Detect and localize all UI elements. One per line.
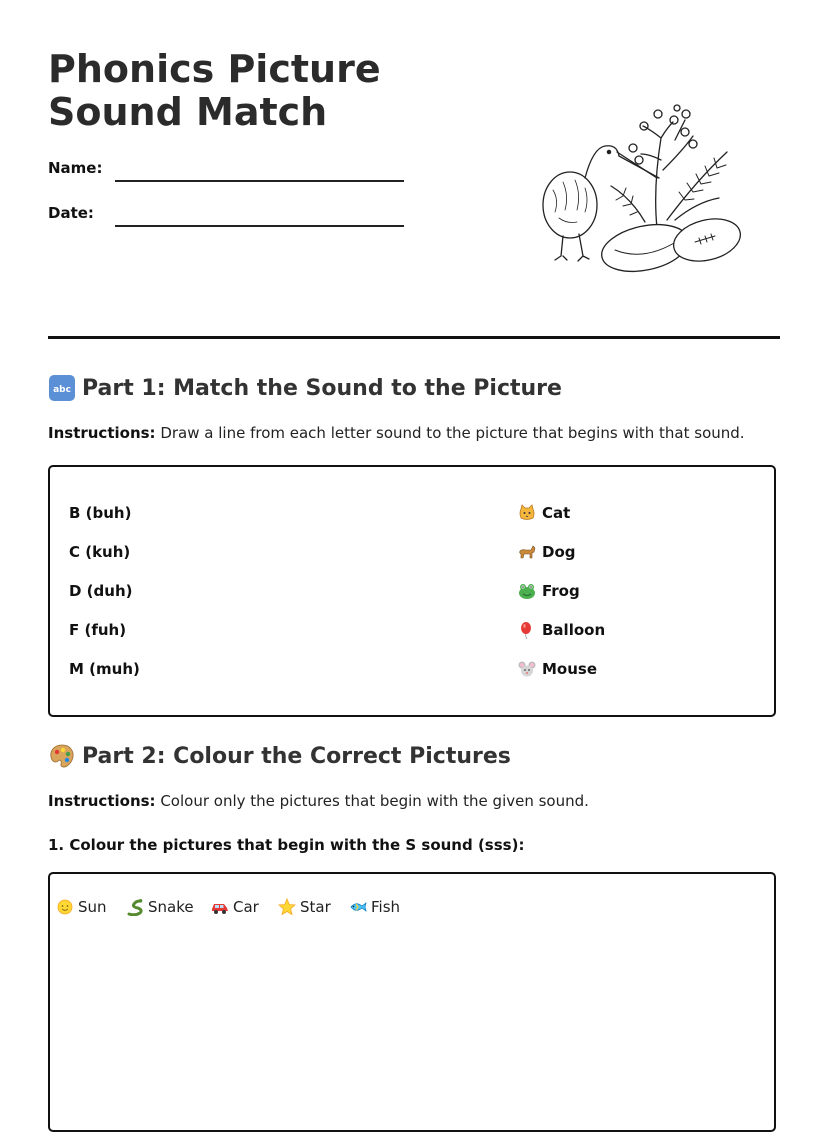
picture-label: Frog bbox=[542, 582, 580, 600]
picture-item-balloon[interactable] bbox=[518, 621, 605, 639]
picture-item-cat[interactable] bbox=[518, 504, 570, 522]
frog-icon bbox=[518, 582, 536, 600]
name-field[interactable] bbox=[115, 180, 404, 182]
fish-icon bbox=[349, 898, 367, 916]
colour-item-label: Snake bbox=[148, 898, 194, 916]
part2-instructions bbox=[48, 792, 589, 810]
part2-heading bbox=[48, 742, 511, 770]
sound-item[interactable]: B (buh) bbox=[69, 504, 132, 522]
picture-label: Dog bbox=[542, 543, 576, 561]
picture-item-mouse[interactable] bbox=[518, 660, 597, 678]
balloon-icon bbox=[518, 621, 536, 639]
matching-box bbox=[48, 465, 776, 717]
picture-label: Mouse bbox=[542, 660, 598, 678]
colour-item-label: Fish bbox=[371, 898, 401, 916]
kiwi-bird-plants-rugby-balls-clipart bbox=[535, 100, 750, 280]
cat-icon bbox=[518, 504, 536, 522]
mouse-icon bbox=[518, 660, 536, 678]
picture-label: Balloon bbox=[542, 621, 606, 639]
abc-icon bbox=[48, 374, 76, 402]
instructions-text: Draw a line from each letter sound to the picture that begins with that sound. bbox=[155, 424, 745, 442]
instructions-text: Colour only the pictures that begin with the given sound. bbox=[155, 792, 589, 810]
sound-item[interactable]: M (muh) bbox=[69, 660, 140, 678]
part2-heading-text: Part 2: Colour the Correct Pictures bbox=[82, 743, 511, 769]
question-1: 1. Colour the pictures that begin with the S sound (sss): bbox=[48, 836, 525, 854]
picture-item-dog[interactable] bbox=[518, 543, 576, 561]
colour-item-car[interactable] bbox=[211, 898, 259, 916]
part1-heading bbox=[48, 374, 562, 402]
sound-item[interactable]: D (duh) bbox=[69, 582, 133, 600]
colour-item-label: Car bbox=[233, 898, 259, 916]
date-label: Date: bbox=[48, 204, 94, 222]
palette-icon bbox=[48, 742, 76, 770]
instructions-label: Instructions: bbox=[48, 792, 156, 810]
colour-item-fish[interactable] bbox=[349, 898, 400, 916]
colour-item-snake[interactable] bbox=[126, 898, 194, 916]
star-icon bbox=[278, 898, 296, 916]
name-label: Name: bbox=[48, 159, 103, 177]
date-field[interactable] bbox=[115, 225, 404, 227]
part1-heading-text: Part 1: Match the Sound to the Picture bbox=[82, 375, 562, 401]
picture-item-frog[interactable] bbox=[518, 582, 580, 600]
colour-item-label: Star bbox=[300, 898, 331, 916]
svg-text:abc: abc bbox=[53, 385, 71, 395]
sound-item[interactable]: F (fuh) bbox=[69, 621, 127, 639]
snake-icon bbox=[126, 898, 144, 916]
sun-icon bbox=[56, 898, 74, 916]
dog-icon bbox=[518, 543, 536, 561]
sound-item[interactable]: C (kuh) bbox=[69, 543, 131, 561]
colour-item-sun[interactable] bbox=[56, 898, 107, 916]
section-divider bbox=[48, 336, 780, 339]
part1-instructions bbox=[48, 424, 745, 442]
colour-item-label: Sun bbox=[78, 898, 107, 916]
colour-item-star[interactable] bbox=[278, 898, 331, 916]
car-icon bbox=[211, 898, 229, 916]
instructions-label: Instructions: bbox=[48, 424, 156, 442]
worksheet-title: Phonics Picture Sound Match bbox=[48, 47, 381, 134]
picture-label: Cat bbox=[542, 504, 571, 522]
